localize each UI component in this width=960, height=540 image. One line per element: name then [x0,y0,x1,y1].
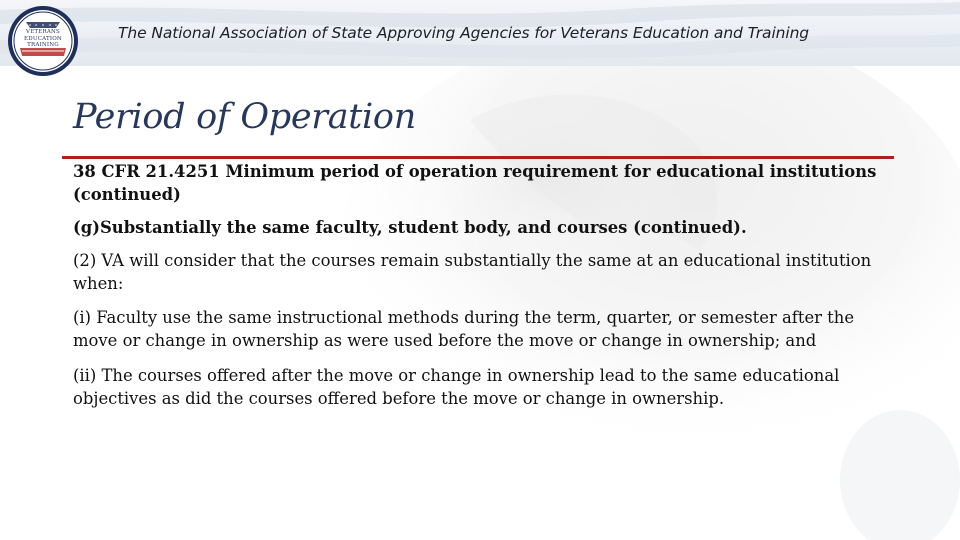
title-underline [62,156,894,159]
paragraph-ii: (ii) The courses offered after the move or change in ownership lead to the same educational objectives as did the courses offered before the move or change in ownership. [73,366,840,408]
regulation-heading: 38 CFR 21.4251 Minimum period of operation requirement for educational institutions (continued) [73,162,877,204]
paragraph-2: (2) VA will consider that the courses remain substantially the same at an educational institution when: [73,251,872,293]
header-title: The National Association of State Approving Agencies for Veterans Education and Training [118,24,810,42]
subsection-heading: (g)Substantially the same faculty, student body, and courses (continued). [73,218,747,237]
paragraph-i: (i) Faculty use the same instructional methods during the term, quarter, or semester after the move or change in ownership as were used before the move or change in ownership; and [73,308,855,350]
slide-content [73,160,883,410]
page-title: Period of Operation [73,97,416,137]
header-band [0,0,960,66]
seal-text: VETERANS EDUCATION TRAINING [24,29,62,48]
